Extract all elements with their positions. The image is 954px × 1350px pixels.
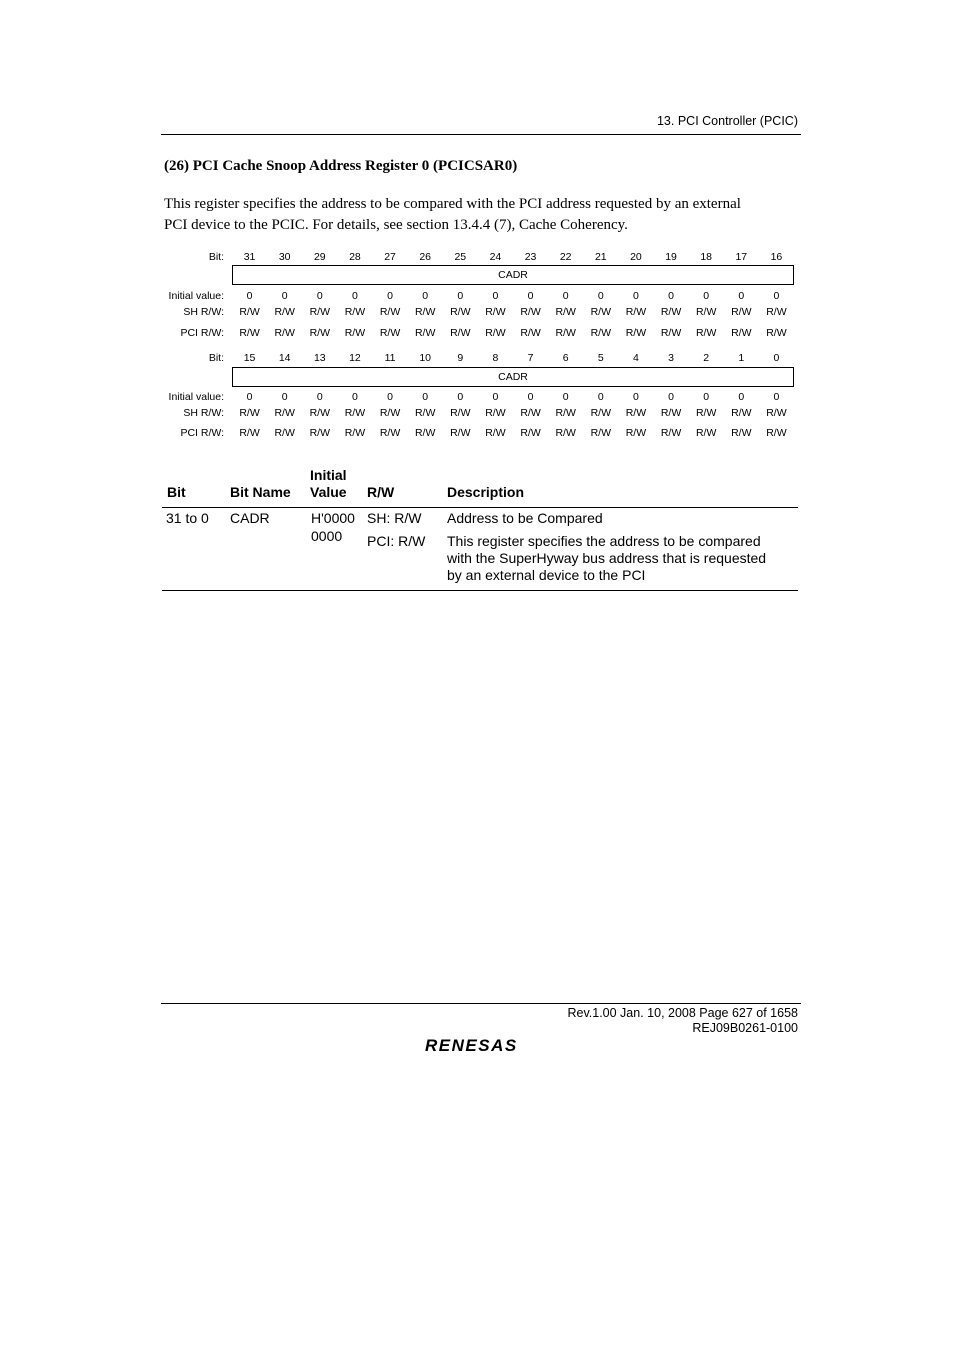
register-field-box bbox=[232, 367, 794, 387]
pci-access: R/W bbox=[660, 427, 682, 439]
bit-number: 2 bbox=[703, 352, 710, 364]
renesas-logo bbox=[422, 1034, 542, 1061]
bit-label: Bit: bbox=[208, 352, 224, 364]
pci-access: R/W bbox=[309, 427, 330, 439]
pci-access: R/W bbox=[485, 327, 506, 339]
bit-number-row bbox=[160, 251, 800, 265]
pci-access: R/W bbox=[379, 427, 401, 439]
pci-access: R/W bbox=[766, 427, 787, 439]
intro-line: PCI device to the PCIC. For details, see section 13.4.4 (7), Cache Coherency. bbox=[164, 217, 628, 233]
section-title: (26) PCI Cache Snoop Address Register 0 (PCICSAR0) bbox=[164, 158, 518, 174]
initial-value: 0 bbox=[773, 290, 780, 302]
pci-access: R/W bbox=[274, 327, 295, 339]
pci-access: R/W bbox=[695, 327, 717, 339]
pci-access: R/W bbox=[555, 427, 576, 439]
initial-value: 0 bbox=[738, 391, 745, 403]
pci-access: R/W bbox=[274, 427, 295, 439]
bit-number-row bbox=[160, 352, 800, 366]
bit-number: 18 bbox=[700, 251, 713, 263]
page-footer bbox=[567, 1006, 798, 1036]
col-header-value: Value bbox=[310, 484, 347, 500]
table-bottom-rule bbox=[162, 590, 798, 591]
sh-access: R/W bbox=[766, 306, 787, 318]
initial-value: 0 bbox=[246, 391, 253, 403]
pci-rw-label: PCI R/W: bbox=[180, 327, 224, 339]
sh-access: R/W bbox=[239, 306, 260, 318]
sh-access: R/W bbox=[625, 306, 647, 318]
pci-access: R/W bbox=[379, 327, 401, 339]
bit-number: 7 bbox=[527, 352, 534, 364]
cell-initial-value: H'0000 bbox=[311, 510, 355, 526]
bit-number: 30 bbox=[278, 251, 291, 263]
sh-access: R/W bbox=[239, 407, 260, 419]
sh-access: R/W bbox=[731, 306, 752, 318]
pci-access: R/W bbox=[239, 427, 260, 439]
bit-number: 17 bbox=[735, 251, 748, 263]
sh-access: R/W bbox=[274, 306, 295, 318]
sh-access: R/W bbox=[625, 407, 647, 419]
sh-access: R/W bbox=[660, 407, 682, 419]
bit-number: 10 bbox=[419, 352, 432, 364]
pci-access: R/W bbox=[450, 427, 471, 439]
pci-access: R/W bbox=[485, 427, 506, 439]
header-rule bbox=[161, 134, 801, 135]
bit-label: Bit: bbox=[208, 251, 224, 263]
sh-access: R/W bbox=[590, 407, 611, 419]
pci-access: R/W bbox=[344, 327, 366, 339]
field-name: CADR bbox=[498, 371, 528, 383]
pci-access: R/W bbox=[239, 327, 260, 339]
sh-rw-label: SH R/W: bbox=[183, 306, 224, 318]
pci-access: R/W bbox=[625, 427, 647, 439]
bit-number: 24 bbox=[489, 251, 502, 263]
cell-description-line: with the SuperHyway bus address that is requested bbox=[447, 550, 767, 566]
initial-value-row bbox=[160, 290, 800, 304]
sh-access: R/W bbox=[274, 407, 295, 419]
sh-access: R/W bbox=[414, 407, 436, 419]
register-field-box bbox=[232, 265, 794, 285]
logo-text: RENESAS bbox=[425, 1036, 518, 1055]
pci-access: R/W bbox=[555, 327, 576, 339]
sh-access: R/W bbox=[660, 306, 682, 318]
initial-value: 0 bbox=[422, 391, 429, 403]
initial-value: 0 bbox=[703, 391, 710, 403]
initial-value: 0 bbox=[633, 391, 639, 403]
sh-access: R/W bbox=[379, 407, 401, 419]
pci-access: R/W bbox=[414, 427, 436, 439]
bit-number: 16 bbox=[770, 251, 783, 263]
cell-initial-value-cont: 0000 bbox=[311, 528, 343, 544]
cell-rw-sh: SH: R/W bbox=[367, 510, 422, 526]
initial-value-row bbox=[160, 391, 800, 405]
bit-number: 9 bbox=[457, 352, 464, 364]
renesas-logo-mark bbox=[422, 1034, 542, 1056]
sh-access: R/W bbox=[344, 407, 366, 419]
sh-access: R/W bbox=[485, 407, 506, 419]
sh-access: R/W bbox=[450, 306, 471, 318]
sh-access: R/W bbox=[309, 407, 330, 419]
initial-value: 0 bbox=[738, 290, 745, 302]
bit-number: 28 bbox=[349, 251, 361, 263]
initial-value: 0 bbox=[281, 290, 288, 302]
sh-access: R/W bbox=[450, 407, 471, 419]
pci-access: R/W bbox=[660, 327, 682, 339]
pci-rw-label: PCI R/W: bbox=[180, 427, 224, 439]
initial-value: 0 bbox=[597, 391, 604, 403]
bit-number: 27 bbox=[384, 251, 396, 263]
bit-number: 11 bbox=[384, 352, 396, 364]
cell-rw-pci: PCI: R/W bbox=[367, 533, 426, 549]
bit-number: 0 bbox=[773, 352, 780, 364]
intro-paragraph bbox=[164, 194, 794, 236]
initial-value: 0 bbox=[492, 391, 499, 403]
sh-access: R/W bbox=[590, 306, 611, 318]
initial-value: 0 bbox=[633, 290, 639, 302]
pci-access: R/W bbox=[520, 327, 541, 339]
initial-value-label: Initial value: bbox=[168, 290, 224, 302]
pci-access: R/W bbox=[625, 327, 647, 339]
bit-number: 20 bbox=[630, 251, 642, 263]
initial-value: 0 bbox=[352, 290, 358, 302]
pci-rw-row bbox=[160, 327, 800, 341]
initial-value: 0 bbox=[527, 391, 534, 403]
initial-value-label: Initial value: bbox=[168, 391, 224, 403]
initial-value: 0 bbox=[457, 290, 464, 302]
pci-access: R/W bbox=[590, 427, 611, 439]
initial-value: 0 bbox=[597, 290, 604, 302]
footer-rule bbox=[161, 1003, 801, 1004]
col-header-bit: Bit bbox=[167, 484, 186, 500]
pci-access: R/W bbox=[731, 427, 752, 439]
sh-access: R/W bbox=[379, 306, 401, 318]
cell-description-line: This register specifies the address to be compared bbox=[447, 533, 761, 549]
revision-info: Rev.1.00 Jan. 10, 2008 Page 627 of 1658 bbox=[567, 1006, 798, 1020]
pci-access: R/W bbox=[590, 327, 611, 339]
bit-number: 1 bbox=[738, 352, 745, 364]
document-number: REJ09B0261-0100 bbox=[692, 1021, 798, 1035]
initial-value: 0 bbox=[422, 290, 429, 302]
sh-access: R/W bbox=[695, 407, 717, 419]
running-header: 13. PCI Controller (PCIC) bbox=[656, 114, 798, 128]
bit-number: 25 bbox=[454, 251, 467, 263]
initial-value: 0 bbox=[668, 290, 674, 302]
sh-access: R/W bbox=[520, 407, 541, 419]
initial-value: 0 bbox=[457, 391, 464, 403]
initial-value: 0 bbox=[492, 290, 499, 302]
initial-value: 0 bbox=[562, 290, 569, 302]
initial-value: 0 bbox=[281, 391, 288, 403]
col-header-initial: Initial bbox=[310, 467, 347, 483]
col-header-description: Description bbox=[447, 484, 525, 500]
bit-number: 15 bbox=[243, 352, 256, 364]
initial-value: 0 bbox=[703, 290, 710, 302]
col-header-rw: R/W bbox=[367, 484, 395, 500]
bit-number: 5 bbox=[597, 352, 604, 364]
sh-access: R/W bbox=[731, 407, 752, 419]
bit-number: 12 bbox=[349, 352, 361, 364]
initial-value: 0 bbox=[316, 290, 323, 302]
field-name: CADR bbox=[498, 269, 528, 281]
table-header-rule bbox=[162, 507, 798, 508]
pci-access: R/W bbox=[766, 327, 787, 339]
cell-description-line: by an external device to the PCI bbox=[447, 567, 646, 583]
sh-rw-label: SH R/W: bbox=[183, 407, 224, 419]
pci-access: R/W bbox=[414, 327, 436, 339]
cell-bit: 31 to 0 bbox=[166, 510, 209, 526]
pci-access: R/W bbox=[520, 427, 541, 439]
intro-line: This register specifies the address to be compared with the PCI address requested by an external bbox=[164, 196, 741, 212]
bit-number: 14 bbox=[278, 352, 291, 364]
bit-number: 4 bbox=[633, 352, 639, 364]
bit-number: 26 bbox=[419, 251, 432, 263]
initial-value: 0 bbox=[527, 290, 534, 302]
initial-value: 0 bbox=[387, 391, 393, 403]
bit-number: 31 bbox=[243, 251, 256, 263]
bit-number: 19 bbox=[665, 251, 677, 263]
pci-access: R/W bbox=[450, 327, 471, 339]
initial-value: 0 bbox=[387, 290, 393, 302]
sh-access: R/W bbox=[555, 306, 576, 318]
bit-number: 29 bbox=[313, 251, 326, 263]
bit-number: 6 bbox=[562, 352, 569, 364]
sh-access: R/W bbox=[520, 306, 541, 318]
bit-number: 13 bbox=[313, 352, 326, 364]
bit-number: 3 bbox=[668, 352, 674, 364]
pci-access: R/W bbox=[695, 427, 717, 439]
initial-value: 0 bbox=[562, 391, 569, 403]
bit-number: 23 bbox=[524, 251, 537, 263]
sh-rw-row bbox=[160, 306, 800, 320]
pci-access: R/W bbox=[309, 327, 330, 339]
sh-access: R/W bbox=[555, 407, 576, 419]
pci-access: R/W bbox=[344, 427, 366, 439]
initial-value: 0 bbox=[316, 391, 323, 403]
pci-rw-row bbox=[160, 427, 800, 441]
initial-value: 0 bbox=[352, 391, 358, 403]
cell-bit-name: CADR bbox=[230, 510, 270, 526]
bit-number: 22 bbox=[559, 251, 572, 263]
sh-access: R/W bbox=[695, 306, 717, 318]
sh-access: R/W bbox=[485, 306, 506, 318]
cell-description-title: Address to be Compared bbox=[447, 510, 603, 526]
sh-rw-row bbox=[160, 407, 800, 421]
col-header-bit-name: Bit Name bbox=[230, 484, 291, 500]
sh-access: R/W bbox=[414, 306, 436, 318]
sh-access: R/W bbox=[766, 407, 787, 419]
bit-number: 21 bbox=[594, 251, 607, 263]
initial-value: 0 bbox=[668, 391, 674, 403]
sh-access: R/W bbox=[344, 306, 366, 318]
bit-number: 8 bbox=[492, 352, 499, 364]
pci-access: R/W bbox=[731, 327, 752, 339]
sh-access: R/W bbox=[309, 306, 330, 318]
initial-value: 0 bbox=[773, 391, 780, 403]
initial-value: 0 bbox=[246, 290, 253, 302]
